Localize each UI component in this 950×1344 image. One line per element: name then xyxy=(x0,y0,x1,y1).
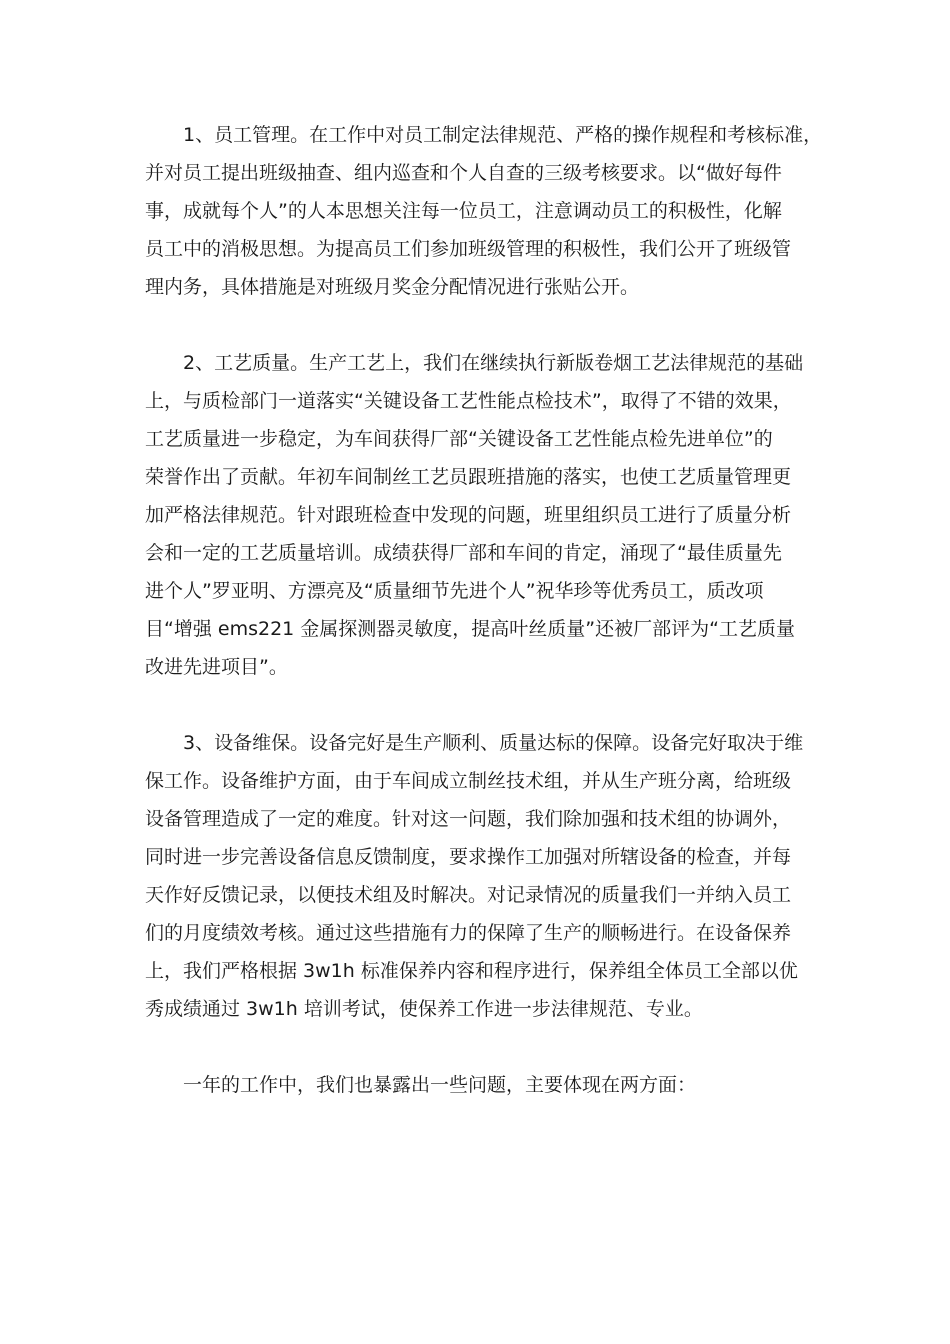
text-line: 员工中的消极思想。为提高员工们参加班级管理的积极性，我们公开了班级管 xyxy=(145,238,792,260)
document-body xyxy=(145,116,823,1142)
text-line: 2、工艺质量。生产工艺上，我们在继续执行新版卷烟工艺法律规范的基础 xyxy=(183,352,804,374)
paragraph xyxy=(145,724,820,1028)
text-line: 目“增强 ems221 金属探测器灵敏度，提高叶丝质量”还被厂部评为“工艺质量 xyxy=(145,618,795,640)
text-line: 理内务，具体措施是对班级月奖金分配情况进行张贴公开。 xyxy=(145,276,640,298)
text-line: 改进先进项目”。 xyxy=(145,656,288,678)
paragraph xyxy=(145,344,820,686)
text-line: 天作好反馈记录，以便技术组及时解决。对记录情况的质量我们一并纳入员工 xyxy=(145,884,792,906)
text-line: 事，成就每个人”的人本思想关注每一位员工，注意调动员工的积极性，化解 xyxy=(145,200,782,222)
text-line: 上，与质检部门一道落实“关键设备工艺性能点检技术”，取得了不错的效果， xyxy=(145,390,792,412)
text-line: 们的月度绩效考核。通过这些措施有力的保障了生产的顺畅进行。在设备保养 xyxy=(145,922,792,944)
paragraph xyxy=(145,116,823,306)
text-line: 3、设备维保。设备完好是生产顺利、质量达标的保障。设备完好取决于维 xyxy=(183,732,804,754)
text-line: 工艺质量进一步稳定，为车间获得厂部“关键设备工艺性能点检先进单位”的 xyxy=(145,428,773,450)
text-line: 上，我们严格根据 3w1h 标准保养内容和程序进行，保养组全体员工全部以优 xyxy=(145,960,798,982)
text-line: 同时进一步完善设备信息反馈制度，要求操作工加强对所辖设备的检查，并每 xyxy=(145,846,792,868)
text-line: 保工作。设备维护方面，由于车间成立制丝技术组，并从生产班分离，给班级 xyxy=(145,770,792,792)
text-line: 设备管理造成了一定的难度。针对这一问题，我们除加强和技术组的协调外， xyxy=(145,808,792,830)
paragraph xyxy=(145,1066,820,1104)
text-line: 秀成绩通过 3w1h 培训考试，使保养工作进一步法律规范、专业。 xyxy=(145,998,703,1020)
text-line: 一年的工作中，我们也暴露出一些问题，主要体现在两方面： xyxy=(183,1074,697,1096)
text-line: 进个人”罗亚明、方漂亮及“质量细节先进个人”祝华珍等优秀员工，质改项 xyxy=(145,580,764,602)
text-line: 并对员工提出班级抽查、组内巡查和个人自查的三级考核要求。以“做好每件 xyxy=(145,162,782,184)
text-line: 加严格法律规范。针对跟班检查中发现的问题，班里组织员工进行了质量分析 xyxy=(145,504,792,526)
text-line: 会和一定的工艺质量培训。成绩获得厂部和车间的肯定，涌现了“最佳质量先 xyxy=(145,542,782,564)
text-line: 1、员工管理。在工作中对员工制定法律规范、严格的操作规程和考核标准， xyxy=(183,124,823,146)
text-line: 荣誉作出了贡献。年初车间制丝工艺员跟班措施的落实，也使工艺质量管理更 xyxy=(145,466,792,488)
